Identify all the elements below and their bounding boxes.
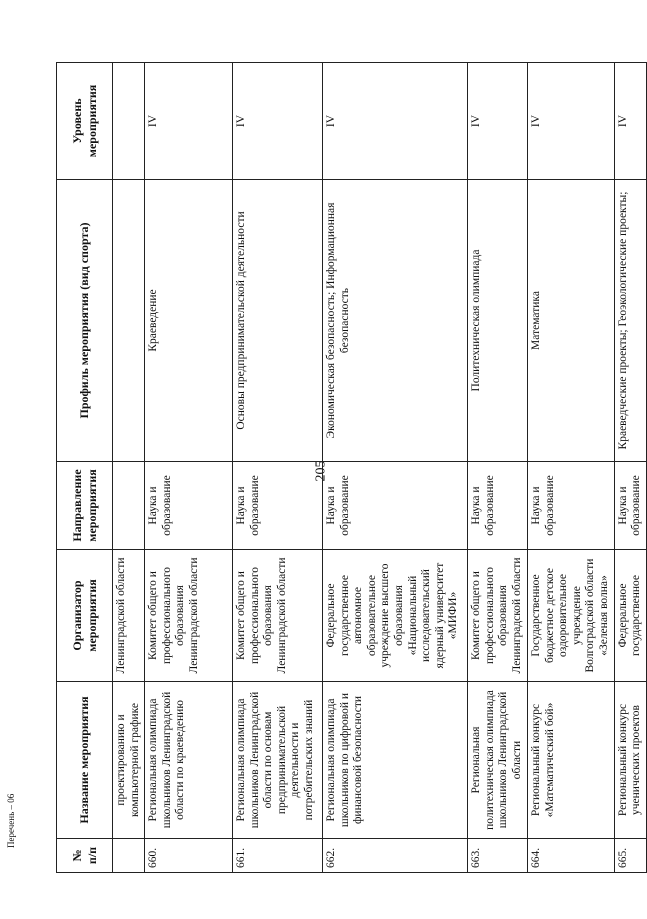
table-row-continuation bbox=[113, 63, 145, 873]
cell-profile bbox=[113, 180, 145, 462]
cell-organizer: Комитет общего и профессионального образования Ленинградской области bbox=[145, 550, 233, 682]
header-direction: Направление мероприятия bbox=[57, 462, 113, 550]
cell-organizer: Комитет общего и профессионального образования Ленинградской области bbox=[468, 550, 528, 682]
cell-direction: Наука и образование bbox=[468, 462, 528, 550]
table-row bbox=[145, 63, 233, 873]
cell-level: IV bbox=[233, 63, 323, 180]
header-num: № п/п bbox=[57, 839, 113, 873]
cell-name: Региональная олимпиада школьников по цифровой и финансовой безопасности bbox=[323, 682, 468, 839]
cell-level bbox=[113, 63, 145, 180]
cell-direction bbox=[113, 462, 145, 550]
cell-profile: Краеведение bbox=[145, 180, 233, 462]
cell-level: IV bbox=[323, 63, 468, 180]
header-level: Уровень мероприятия bbox=[57, 63, 113, 180]
cell-organizer: Федеральное государственное bbox=[614, 550, 646, 682]
cell-name: Региональная олимпиада школьников Ленинградской области по краеведению bbox=[145, 682, 233, 839]
cell-name: Региональный конкурс ученических проектов bbox=[614, 682, 646, 839]
table-row bbox=[528, 63, 614, 873]
cell-profile: Математика bbox=[528, 180, 614, 462]
table-header-row bbox=[57, 63, 113, 873]
cell-profile: Политехническая олимпиада bbox=[468, 180, 528, 462]
table-row bbox=[323, 63, 468, 873]
cell-num: 665. bbox=[614, 839, 646, 873]
cell-level: IV bbox=[528, 63, 614, 180]
cell-num: 662. bbox=[323, 839, 468, 873]
cell-name: проектированию и компьютерной графике bbox=[113, 682, 145, 839]
cell-profile: Экономическая безопасность; Информационная безопасность bbox=[323, 180, 468, 462]
cell-direction: Наука и образование bbox=[233, 462, 323, 550]
cell-num: 663. bbox=[468, 839, 528, 873]
cell-direction: Наука и образование bbox=[145, 462, 233, 550]
cell-organizer: Государственное бюджетное детское оздоровительное учреждение Волгоградской области «Зеленая волна» bbox=[528, 550, 614, 682]
table-row bbox=[233, 63, 323, 873]
cell-organizer: Ленинградской области bbox=[113, 550, 145, 682]
table-row bbox=[614, 63, 646, 873]
footer-note: Перечень – 06 bbox=[6, 793, 16, 848]
cell-profile: Основы предпринимательской деятельности bbox=[233, 180, 323, 462]
cell-direction: Наука и образование bbox=[614, 462, 646, 550]
cell-profile: Краеведческие проекты; Геоэкологические проекты; bbox=[614, 180, 646, 462]
cell-num: 660. bbox=[145, 839, 233, 873]
cell-level: IV bbox=[614, 63, 646, 180]
table-row bbox=[468, 63, 528, 873]
page-number: 205 bbox=[313, 460, 329, 482]
cell-organizer: Комитет общего и профессионального образования Ленинградской области bbox=[233, 550, 323, 682]
cell-name: Региональный конкурс «Математический бой» bbox=[528, 682, 614, 839]
cell-num: 661. bbox=[233, 839, 323, 873]
header-organizer: Организатор мероприятия bbox=[57, 550, 113, 682]
cell-name: Региональная политехническая олимпиада школьников Ленинградской области bbox=[468, 682, 528, 839]
header-profile: Профиль мероприятия (вид спорта) bbox=[57, 180, 113, 462]
cell-organizer: Федеральное государственное автономное образовательное учреждение высшего образования «Национальный исследовательский ядерный университет «МИФИ» bbox=[323, 550, 468, 682]
events-table bbox=[56, 62, 647, 873]
cell-num bbox=[113, 839, 145, 873]
rotated-table-wrapper bbox=[56, 63, 643, 873]
cell-direction: Наука и образование bbox=[528, 462, 614, 550]
cell-level: IV bbox=[145, 63, 233, 180]
cell-direction: Наука и образование bbox=[323, 462, 468, 550]
header-name: Название мероприятия bbox=[57, 682, 113, 839]
cell-level: IV bbox=[468, 63, 528, 180]
cell-name: Региональная олимпиада школьников Ленинградской области по основам предпринимательской деятельности и потребительских знаний bbox=[233, 682, 323, 839]
cell-num: 664. bbox=[528, 839, 614, 873]
